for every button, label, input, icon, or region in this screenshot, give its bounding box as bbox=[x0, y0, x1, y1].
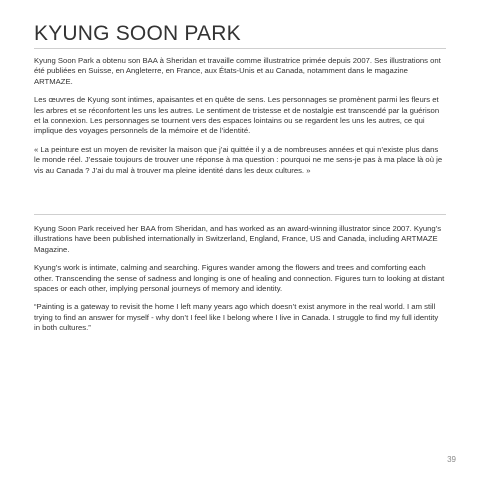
title-divider bbox=[34, 48, 446, 49]
english-paragraph-3: “Painting is a gateway to revisit the home I left many years ago which doesn’t exist anymore in the real world. I am still trying to find an answer for myself - why don’t I feel like I belong where I live in Canada. I struggle to find my full identity in both cultures.” bbox=[34, 302, 439, 333]
french-paragraph-3: « La peinture est un moyen de revisiter la maison que j’ai quittée il y a de nombreuses années et qui n’existe plus dans le monde réel. J’essaie toujours de trouver une réponse à ma question : pourquoi ne me sens-je pas à ma place là où je vis au Canada ? J’ai du mal à trouver ma pleine identité dans les deux cultures. » bbox=[34, 144, 443, 175]
english-paragraph-2: Kyung’s work is intimate, calming and searching. Figures wander among the flowers and trees and comforting each other. Transcending the sense of sadness and longing is one of healing and connection. Figures turn to looking at distant spaces or each other, implying personal journeys of memory and identity. bbox=[34, 263, 445, 294]
english-section bbox=[34, 224, 446, 342]
page-title: KYUNG SOON PARK bbox=[34, 22, 241, 45]
page-number: 39 bbox=[447, 455, 456, 464]
english-paragraph-1: Kyung Soon Park received her BAA from Sheridan, and has worked as an award-winning illustrator since 2007. Kyung’s illustrations have been published internationally in Switzerland, England, France, US and Canada, including ARTMAZE Magazine. bbox=[34, 224, 442, 254]
section-divider bbox=[34, 214, 446, 215]
french-paragraph-2: Les œuvres de Kyung sont intimes, apaisantes et en quête de sens. Les personnages se promènent parmi les fleurs et les arbres et se réconfortent les uns les autres. Le sentiment de tristesse et de nostalgie est transcendé par la guérison et la connexion. Les personnages se tournent vers des espaces lointains ou se regardent les uns les autres, ce qui implique des voyages personnels de la mémoire et de l’identité. bbox=[34, 95, 440, 136]
french-section bbox=[34, 56, 446, 184]
french-paragraph-1: Kyung Soon Park a obtenu son BAA à Sheridan et travaille comme illustratrice primée depuis 2007. Ses illustrations ont été publiées en Suisse, en Angleterre, en France, aux États-Unis et au Canada, notamment dans le magazine ARTMAZE. bbox=[34, 56, 441, 86]
